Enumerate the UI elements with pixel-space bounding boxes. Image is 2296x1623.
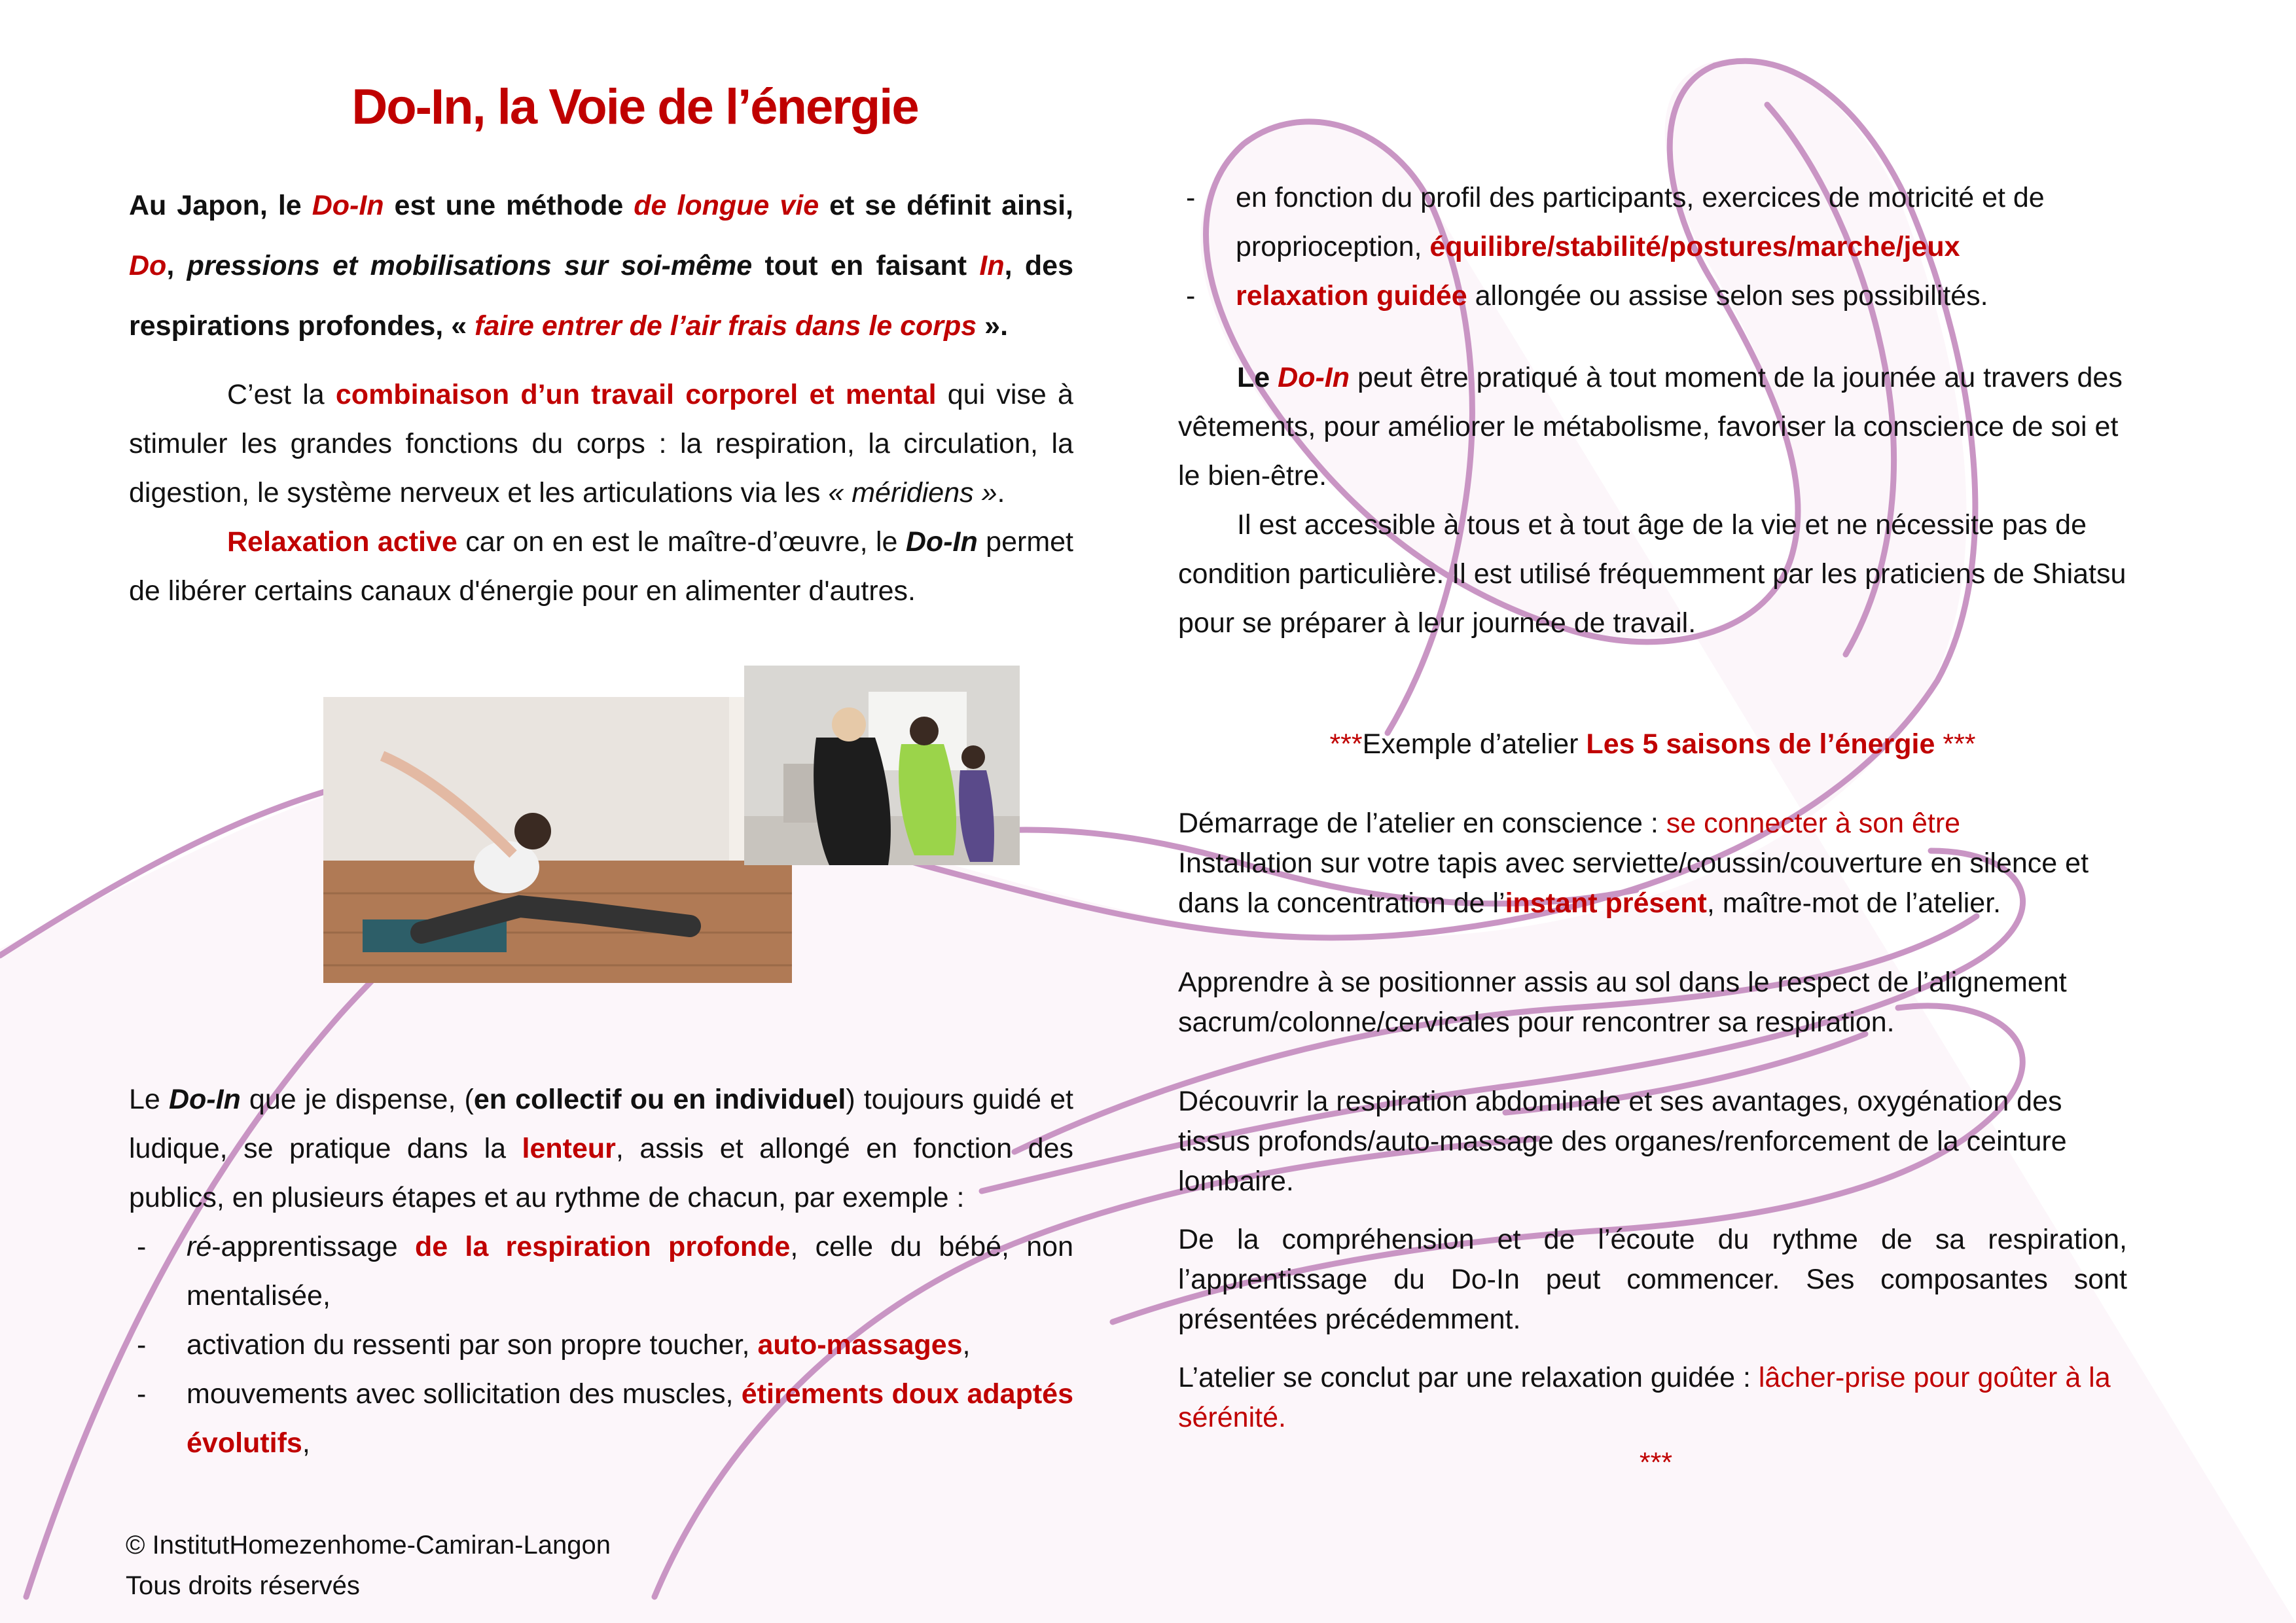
atelier-text: L’atelier se conclut par une relaxation guidée : bbox=[1178, 1362, 1759, 1393]
atelier-label: Exemple d’atelier bbox=[1362, 728, 1587, 760]
right-column bbox=[1178, 173, 2127, 769]
list-item-highlight: équilibre/stabilité/postures/marche/jeux bbox=[1429, 231, 1960, 262]
relaxation-text: car on en est le maître-d’œuvre, le bbox=[457, 526, 906, 558]
page-title: Do-In, la Voie de l’énergie bbox=[351, 79, 918, 135]
accessible-paragraph: Il est accessible à tous et à tout âge de la vie et ne nécessite pas de condition particulière. Il est utilisé fréquemment par les praticiens de Shiatsu pour se préparer à leur journée de travail. bbox=[1178, 509, 2126, 639]
pratique-le: Le bbox=[1237, 362, 1278, 393]
list-item-text: ré bbox=[187, 1231, 212, 1262]
copyright: © InstitutHomezenhome-Camiran-Langon bbox=[126, 1531, 611, 1560]
intro-text: Au Japon, le bbox=[129, 190, 312, 221]
dispense-text: Le bbox=[129, 1084, 169, 1115]
list-item-text: en fonction du profil des participants, exercices de motricité et de proprioception, bbox=[1236, 182, 2045, 262]
relaxation-highlight: Relaxation active bbox=[227, 526, 457, 558]
intro-faire-entrer: faire entrer de l’air frais dans le corps bbox=[475, 310, 977, 342]
dispense-text: que je dispense, ( bbox=[240, 1084, 474, 1115]
stars: *** bbox=[1935, 728, 1976, 760]
intro-longue-vie: de longue vie bbox=[634, 190, 819, 221]
atelier-end-stars: *** bbox=[1639, 1447, 1673, 1478]
photo-group-class-image bbox=[744, 666, 1020, 865]
intro-text: est une méthode bbox=[384, 190, 634, 221]
dispense-text: ) toujours guidé et ludique, se pratique dans la bbox=[129, 1084, 1073, 1164]
atelier-demarrage bbox=[1178, 804, 2134, 844]
dispense-doin: Do-In bbox=[168, 1084, 241, 1115]
intro-doin: Do-In bbox=[312, 190, 384, 221]
atelier-conclusion bbox=[1178, 1358, 2134, 1438]
list-item-text: -apprentissage bbox=[211, 1231, 415, 1262]
list-item bbox=[1178, 272, 2127, 321]
dispense-text: , assis et allongé en fonction des publics, en plusieurs étapes et au rythme de chacun, par exemple : bbox=[129, 1133, 1073, 1213]
atelier-comprehension: De la compréhension et de l’écoute du rythme de sa respiration, l’apprentissage du Do-In peut commencer. Ses composantes sont présentées précédemment. bbox=[1178, 1224, 2127, 1335]
list-item bbox=[129, 1222, 1073, 1321]
atelier-text: , maître-mot de l’atelier. bbox=[1706, 887, 2001, 919]
atelier-highlight: se connecter à son être bbox=[1666, 808, 1961, 839]
intro-text: , des respirations profondes, « bbox=[129, 250, 1073, 342]
intro-text: et se définit ainsi, bbox=[819, 190, 1073, 221]
rights-reserved: Tous droits réservés bbox=[126, 1571, 360, 1600]
list-item-text: allongée ou assise selon ses possibilités. bbox=[1467, 280, 1988, 312]
atelier-decouvrir: Découvrir la respiration abdominale et ses avantages, oxygénation des tissus profonds/auto-massage des organes/renforcement de la ceinture lombaire. bbox=[1178, 1086, 2067, 1197]
list-item bbox=[1178, 173, 2127, 272]
combinaison-paragraph bbox=[129, 370, 1073, 518]
atelier-text: Installation sur votre tapis avec serviette/coussin/couverture en silence et dans la concentration de l’ bbox=[1178, 847, 2089, 919]
intro-pressions: pressions et mobilisations sur soi-même bbox=[187, 250, 753, 281]
pratique-text: peut être pratiqué à tout moment de la journée au travers des vêtements, pour améliorer le métabolisme, favoriser la conscience de soi et le bien-être. bbox=[1178, 362, 2123, 491]
combinaison-text: . bbox=[997, 477, 1005, 508]
list-item-text: , bbox=[302, 1427, 310, 1459]
list-item-text: , celle du bébé, non mentalisée, bbox=[187, 1231, 1074, 1311]
meridiens-text: « méridiens » bbox=[828, 477, 997, 508]
list-item-highlight: étirements doux adaptés évolutifs bbox=[187, 1378, 1073, 1459]
pratique-paragraph bbox=[1178, 353, 2127, 501]
photo-stretching-woman bbox=[323, 697, 792, 983]
list-item-highlight: de la respiration profonde bbox=[414, 1231, 791, 1262]
intro-paragraph bbox=[129, 175, 1073, 356]
stars: *** bbox=[1329, 728, 1363, 760]
pratique-doin: Do-In bbox=[1278, 362, 1350, 393]
atelier-heading bbox=[1178, 720, 2127, 769]
dispense-collectif: en collectif ou en individuel bbox=[473, 1084, 846, 1115]
list-item-highlight: auto-massages bbox=[757, 1329, 963, 1361]
intro-do: Do bbox=[129, 250, 167, 281]
left-column-lower bbox=[129, 1075, 1073, 1468]
atelier-installation bbox=[1178, 844, 2134, 923]
combinaison-text: qui vise à stimuler les grandes fonctions du corps : la respiration, la circulation, la digestion, le système nerveux et les articulations via les bbox=[129, 379, 1073, 508]
list-item bbox=[129, 1370, 1073, 1468]
atelier-text: Démarrage de l’atelier en conscience : bbox=[1178, 808, 1666, 839]
photo-stretching-woman-image bbox=[323, 697, 792, 983]
list-item-text: , bbox=[962, 1329, 971, 1361]
relaxation-doin: Do-In bbox=[905, 526, 978, 558]
footer bbox=[126, 1525, 611, 1606]
list-item-text: activation du ressenti par son propre toucher, bbox=[187, 1329, 758, 1361]
atelier-instant: instant présent bbox=[1505, 887, 1707, 919]
photo-group-class bbox=[744, 666, 1020, 865]
combinaison-highlight: combinaison d’un travail corporel et mental bbox=[335, 379, 937, 410]
list-item-text: mouvements avec sollicitation des muscles, bbox=[187, 1378, 742, 1410]
left-column bbox=[129, 175, 1073, 616]
intro-in: In bbox=[979, 250, 1005, 281]
atelier-name: Les 5 saisons de l’énergie bbox=[1586, 728, 1935, 760]
intro-text: tout en faisant bbox=[752, 250, 980, 281]
right-column-atelier bbox=[1178, 804, 2134, 1483]
combinaison-text: C’est la bbox=[227, 379, 336, 410]
intro-text: ». bbox=[977, 310, 1009, 342]
relaxation-paragraph bbox=[129, 518, 1073, 616]
dispense-paragraph bbox=[129, 1075, 1073, 1222]
atelier-apprendre: Apprendre à se positionner assis au sol dans le respect de l’alignement sacrum/colonne/cervicales pour rencontrer sa respiration. bbox=[1178, 967, 2067, 1038]
relaxation-text: permet de libérer certains canaux d'énergie pour en alimenter d'autres. bbox=[129, 526, 1074, 607]
intro-text: , bbox=[166, 250, 187, 281]
dispense-lenteur: lenteur bbox=[522, 1133, 616, 1164]
list-item-highlight: relaxation guidée bbox=[1236, 280, 1467, 312]
atelier-highlight: lâcher-prise pour goûter à la sérénité. bbox=[1178, 1362, 2111, 1433]
list-item bbox=[129, 1321, 1073, 1370]
